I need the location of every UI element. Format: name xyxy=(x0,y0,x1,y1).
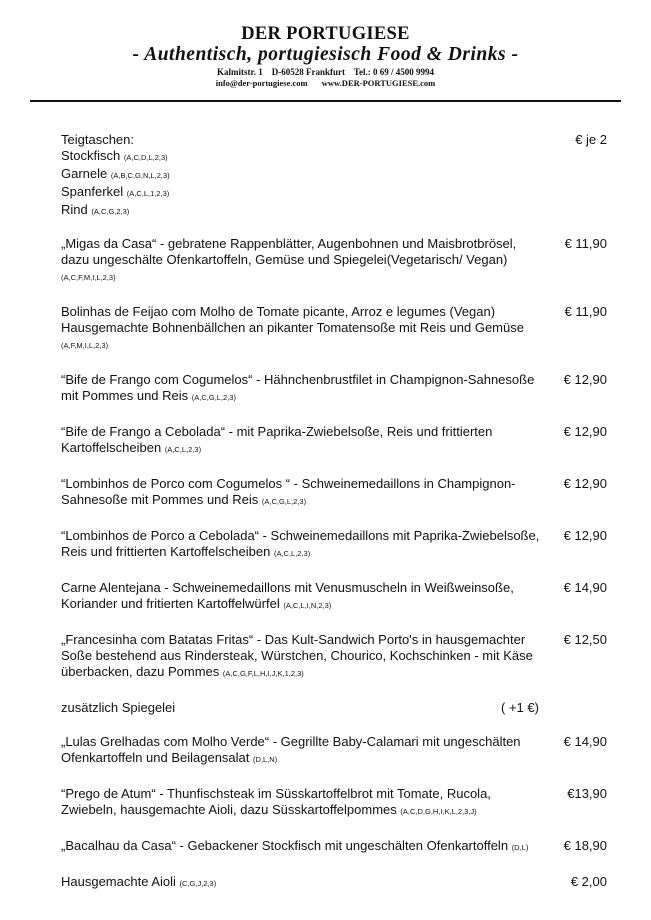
dish-price: €13,90 xyxy=(567,786,607,801)
address-line xyxy=(30,67,621,78)
dish-price: € 14,90 xyxy=(563,734,607,749)
dish-text: „Francesinha com Batatas Fritas“ - Das Kult-Sandwich Porto's in hausgemachter Soße bestehend aus Rindersteak, Würstchen, Chourico, Kochschinken - mit Käse überbacken, dazu Pommes xyxy=(61,632,533,679)
website-link[interactable]: www.DER-PORTUGIESE.com xyxy=(321,78,436,88)
menu-header xyxy=(30,0,621,89)
dish-item xyxy=(61,476,616,510)
teigtaschen-heading: Teigtaschen: xyxy=(61,132,134,147)
dish-text: “Bife de Frango com Cogumelos“ - Hähnchenbrustfilet in Champignon-Sahnesoße mit Pommes und Reis xyxy=(61,372,535,403)
dish-allergens: (D,L) xyxy=(511,843,529,852)
item-allergens: (A,C,D,L,2,3) xyxy=(123,153,168,162)
phone-number: Tel.: 0 69 / 4500 9994 xyxy=(353,67,434,77)
dish-price: € 18,90 xyxy=(563,838,607,853)
teigtaschen-section xyxy=(61,132,616,220)
spacer xyxy=(61,768,616,786)
dish-item xyxy=(61,304,616,354)
dish-text: “Lombinhos de Porco a Cebolada“ - Schweinemedaillons mit Paprika-Zwiebelsoße, Reis und frittierten Kartoffelscheiben xyxy=(61,528,540,559)
dish-allergens: (A,C,G,F,L,H,I,J,K,1,2,3) xyxy=(222,669,304,678)
dish-allergens: (D,L,N) xyxy=(253,755,278,764)
item-name: Stockfisch xyxy=(61,148,121,163)
contact-line xyxy=(30,78,621,89)
teigtaschen-item xyxy=(61,148,546,166)
item-allergens: (A,C,G,2,3) xyxy=(91,207,130,216)
dish-text: „Migas da Casa“ - gebratene Rappenblätter, Augenbohnen und Maisbrotbrösel, dazu ungeschälte Ofenkartoffeln, Gemüse und Spiegelei(Vegetarisch/ Vegan) xyxy=(61,236,517,267)
restaurant-title: DER PORTUGIESE xyxy=(241,24,410,44)
dish-item xyxy=(61,838,616,856)
item-allergens: (A,C,L,1,2,3) xyxy=(126,189,170,198)
street-address: Kalmitstr. 1 xyxy=(217,67,263,77)
dish-allergens: (A,C,F,M,I,L,2,3) xyxy=(61,273,116,282)
city-address: D-60528 Frankfurt xyxy=(271,67,345,77)
dish-allergens: (C,G,J,2,3) xyxy=(179,879,217,888)
header-divider xyxy=(30,100,621,102)
dish-item xyxy=(61,734,616,768)
dish-price: € 11,90 xyxy=(564,304,607,319)
dish-text: Hausgemachte Aioli xyxy=(61,874,176,889)
dish-item xyxy=(61,580,616,614)
menu-list xyxy=(61,132,616,892)
dish-price: € 12,50 xyxy=(563,632,607,647)
dish-item xyxy=(61,786,616,820)
dish-text: “Prego de Atum“ - Thunfischsteak im Süsskartoffelbrot mit Tomate, Rucola, Zwiebeln, hausgemachte Aioli, dazu Süsskartoffelpommes xyxy=(61,786,491,817)
item-name: Spanferkel xyxy=(61,184,124,199)
dish-price: € 12,90 xyxy=(563,476,607,491)
dish-text: „Bacalhau da Casa“ - Gebackener Stockfisch mit ungeschälten Ofenkartoffeln xyxy=(61,838,509,853)
item-name: Rind xyxy=(61,202,88,217)
spacer xyxy=(61,856,616,874)
dish-item xyxy=(61,528,616,562)
dish-item xyxy=(61,372,616,406)
dish-price: € 12,90 xyxy=(563,424,607,439)
teigtaschen-price: € je 2 xyxy=(575,132,607,147)
spacer xyxy=(61,220,616,236)
spacer xyxy=(61,820,616,838)
dish-item xyxy=(61,424,616,458)
spacer xyxy=(61,286,616,304)
spacer xyxy=(61,354,616,372)
dish-allergens: (A,F,M,I,L,2,3) xyxy=(61,341,109,350)
dish-allergens: (A,C,L,2,3) xyxy=(273,549,311,558)
dish-allergens: (A,C,L,I,N,2,3) xyxy=(283,601,332,610)
extra-price: ( +1 €) xyxy=(501,700,539,715)
teigtaschen-item xyxy=(61,184,546,202)
dish-price: € 2,00 xyxy=(570,874,607,889)
spacer xyxy=(61,614,616,632)
spacer xyxy=(61,406,616,424)
spacer xyxy=(61,510,616,528)
dish-allergens: (A,C,L,2,3) xyxy=(164,445,202,454)
spacer xyxy=(61,458,616,476)
email-link[interactable]: info@der-portugiese.com xyxy=(215,78,308,88)
extra-label: zusätzlich Spiegelei xyxy=(61,700,176,715)
dish-text: “Lombinhos de Porco com Cogumelos “ - Schweinemedaillons in Champignon-Sahnesoße mit Pommes und Reis xyxy=(61,476,516,507)
dish-allergens: (A,C,G,L,2,3) xyxy=(261,497,307,506)
teigtaschen-item xyxy=(61,202,546,220)
dish-text: “Bife de Frango a Cebolada“ - mit Paprika-Zwiebelsoße, Reis und frittierten Kartoffelscheiben xyxy=(61,424,493,455)
dish-text: Bolinhas de Feijao com Molho de Tomate picante, Arroz e legumes (Vegan) Hausgemachte Bohnenbällchen an pikanter Tomatensoße mit Reis und Gemüse xyxy=(61,304,524,335)
dish-price: € 11,90 xyxy=(564,236,607,251)
dish-item xyxy=(61,236,616,286)
dish-text: „Lulas Grelhadas com Molho Verde“ - Gegrillte Baby-Calamari mit ungeschälten Ofenkartoffeln und Beilagensalat xyxy=(61,734,521,765)
spacer xyxy=(61,562,616,580)
dish-price: € 14,90 xyxy=(563,580,607,595)
dish-allergens: (A,C,D,G,H,I,K,L,2,3,J) xyxy=(400,807,477,816)
teigtaschen-item xyxy=(61,166,546,184)
item-name: Garnele xyxy=(61,166,108,181)
dish-allergens: (A,C,G,L,2,3) xyxy=(191,393,236,402)
dish-text: Carne Alentejana - Schweinemedaillons mit Venusmuscheln in Weißweinsoße, Koriander und fritierten Kartoffelwürfel xyxy=(61,580,514,611)
dish-price: € 12,90 xyxy=(563,528,607,543)
extra-item xyxy=(61,700,616,716)
item-allergens: (A,B,C,G,N,L,2,3) xyxy=(110,171,170,180)
spacer xyxy=(61,682,616,700)
spacer xyxy=(61,716,616,734)
dish-price: € 12,90 xyxy=(563,372,607,387)
dish-item xyxy=(61,874,616,892)
dish-item xyxy=(61,632,616,682)
restaurant-subtitle: - Authentisch, portugiesisch Food & Drinks - xyxy=(132,44,519,65)
